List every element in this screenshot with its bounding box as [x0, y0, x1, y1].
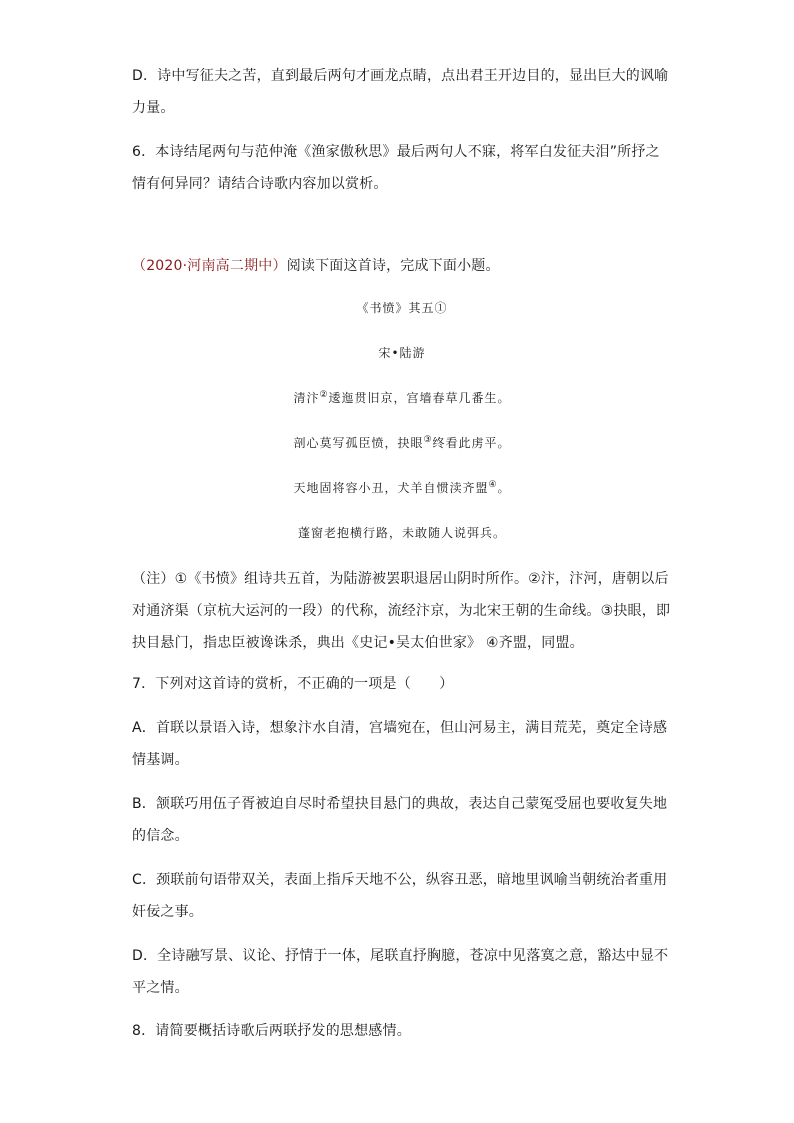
prev-option-d: D．诗中写征夫之苦，直到最后两句才画龙点睛，点出君王开边目的，显出巨大的讽喻力量。 — [132, 68, 669, 116]
question-7-option-d: D．全诗融写景、议论、抒情于一体，尾联直抒胸臆，苍凉中见落寞之意，豁达中显不平之情。 — [132, 948, 669, 996]
passage-instruction: 阅读下面这首诗，完成下面小题。 — [286, 258, 500, 274]
passage-intro — [132, 250, 672, 282]
source-tag: （2020·河南高二期中） — [132, 258, 287, 274]
question-7-option-b: B．颔联巧用伍子胥被迫自尽时希望抉目悬门的典故，表达自己蒙冤受屈也要收复失地的信念。 — [132, 796, 668, 844]
poem-line-3: 天地固将容小丑，犬羊自惯渎齐盟④。 — [293, 480, 511, 495]
question-7-stem: 7．下列对这首诗的赏析，不正确的一项是（ ） — [132, 676, 454, 692]
question-8: 8．请简要概括诗歌后两联抒发的思想感情。 — [132, 1023, 411, 1039]
question-6: 6．本诗结尾两句与范仲淹《渔家傲秋思》最后两句人不寐，将军白发征夫泪”所抒之情有何异同？请结合诗歌内容加以赏析。 — [132, 144, 660, 192]
poem-notes: （注）①《书愤》组诗共五首，为陆游被罢职退居山阴时所作。②汴，汴河，唐朝以后对通济渠（京杭大运河的一段）的代称，流经汴京，为北宋王朝的生命线。③抉眼，即抉目悬门，指忠臣被谗诛杀，典出《史记•吴太伯世家》 ④齐盟，同盟。 — [132, 571, 671, 651]
poem-line-4: 蓬窗老抱横行路，未敢随人说弭兵。 — [297, 526, 506, 540]
question-7-option-a: A．首联以景语入诗，想象汴水自清，宫墙宛在，但山河易主，满目荒芜，奠定全诗感情基调。 — [132, 720, 668, 768]
poem-line-2: 剖心莫写孤臣愤，抉眼③终看此虏平。 — [293, 435, 511, 450]
question-7-option-c: C．颈联前句语带双关，表面上指斥天地不公，纵容丑恶，暗地里讽喻当朝统治者重用奸佞之事。 — [132, 872, 668, 920]
poem-author: 宋•陆游 — [378, 346, 426, 360]
poem-title: 《书愤》其五① — [356, 301, 448, 315]
poem-line-1: 清汴②逶迤贯旧京，宫墙春草几番生。 — [293, 390, 511, 405]
